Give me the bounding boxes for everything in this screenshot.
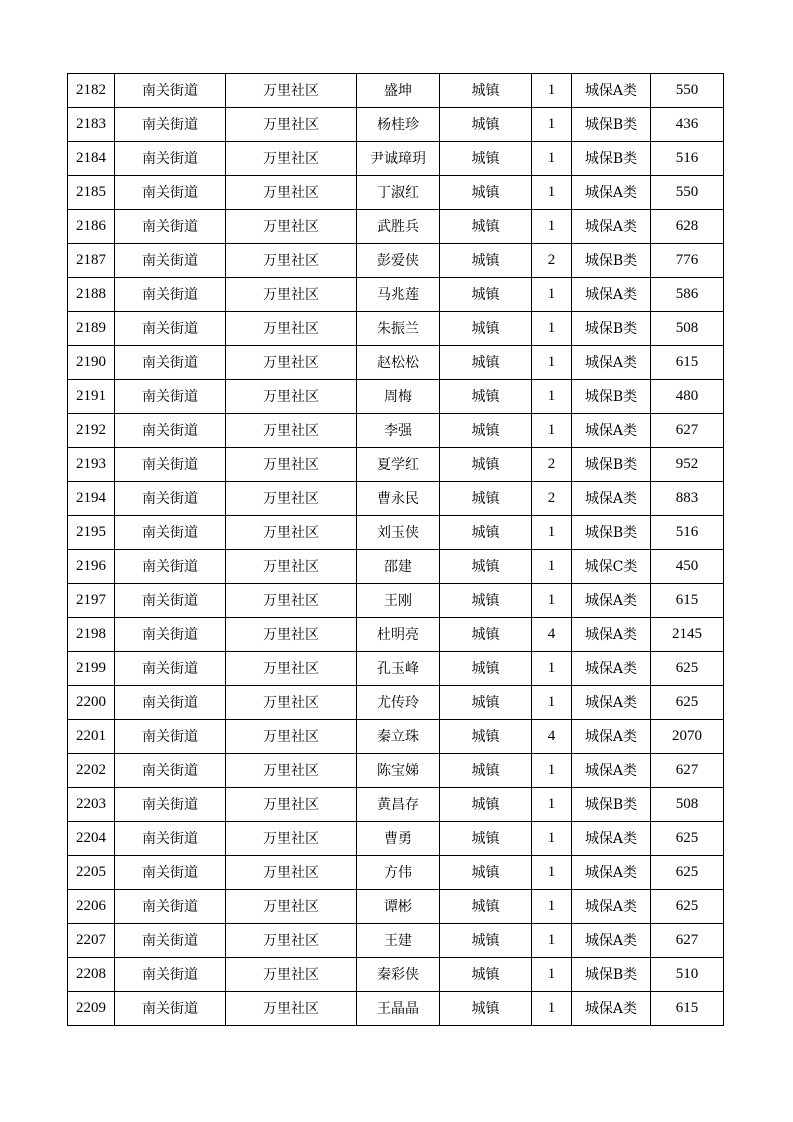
insurance-category-cell: 城保C类: [572, 550, 651, 584]
person-name-cell: 方伟: [357, 856, 440, 890]
area-type-cell: 城镇: [440, 176, 532, 210]
table-row: [68, 312, 724, 346]
area-type-cell: 城镇: [440, 74, 532, 108]
insurance-category-cell: 城保B类: [572, 108, 651, 142]
amount-cell: 516: [651, 516, 724, 550]
subdistrict-cell: 南关街道: [115, 754, 226, 788]
household-size-cell: 1: [532, 380, 572, 414]
record-number-cell: 2192: [68, 414, 115, 448]
household-size-cell: 1: [532, 516, 572, 550]
insurance-category-cell: 城保A类: [572, 210, 651, 244]
household-size-cell: 1: [532, 822, 572, 856]
table-row: [68, 788, 724, 822]
community-cell: 万里社区: [226, 788, 357, 822]
person-name-cell: 刘玉侠: [357, 516, 440, 550]
insurance-category-cell: 城保A类: [572, 720, 651, 754]
subdistrict-cell: 南关街道: [115, 380, 226, 414]
insurance-category-cell: 城保B类: [572, 312, 651, 346]
subdistrict-cell: 南关街道: [115, 992, 226, 1026]
area-type-cell: 城镇: [440, 686, 532, 720]
record-number-cell: 2188: [68, 278, 115, 312]
amount-cell: 550: [651, 176, 724, 210]
amount-cell: 615: [651, 346, 724, 380]
record-number-cell: 2201: [68, 720, 115, 754]
area-type-cell: 城镇: [440, 958, 532, 992]
household-size-cell: 4: [532, 720, 572, 754]
household-size-cell: 1: [532, 550, 572, 584]
amount-cell: 436: [651, 108, 724, 142]
table-row: [68, 210, 724, 244]
roster-body: [68, 74, 724, 1026]
subdistrict-cell: 南关街道: [115, 74, 226, 108]
community-cell: 万里社区: [226, 958, 357, 992]
community-cell: 万里社区: [226, 652, 357, 686]
area-type-cell: 城镇: [440, 652, 532, 686]
area-type-cell: 城镇: [440, 550, 532, 584]
subdistrict-cell: 南关街道: [115, 414, 226, 448]
community-cell: 万里社区: [226, 516, 357, 550]
person-name-cell: 赵松松: [357, 346, 440, 380]
table-row: [68, 142, 724, 176]
area-type-cell: 城镇: [440, 482, 532, 516]
record-number-cell: 2203: [68, 788, 115, 822]
person-name-cell: 黄昌存: [357, 788, 440, 822]
insurance-category-cell: 城保A类: [572, 822, 651, 856]
community-cell: 万里社区: [226, 448, 357, 482]
community-cell: 万里社区: [226, 142, 357, 176]
subdistrict-cell: 南关街道: [115, 244, 226, 278]
household-size-cell: 1: [532, 958, 572, 992]
household-size-cell: 1: [532, 414, 572, 448]
person-name-cell: 孔玉峰: [357, 652, 440, 686]
person-name-cell: 曹勇: [357, 822, 440, 856]
household-size-cell: 2: [532, 244, 572, 278]
household-size-cell: 1: [532, 108, 572, 142]
person-name-cell: 丁淑红: [357, 176, 440, 210]
subdistrict-cell: 南关街道: [115, 448, 226, 482]
subdistrict-cell: 南关街道: [115, 516, 226, 550]
amount-cell: 627: [651, 414, 724, 448]
insurance-category-cell: 城保A类: [572, 346, 651, 380]
record-number-cell: 2190: [68, 346, 115, 380]
area-type-cell: 城镇: [440, 312, 532, 346]
table-row: [68, 176, 724, 210]
record-number-cell: 2194: [68, 482, 115, 516]
table-row: [68, 754, 724, 788]
record-number-cell: 2205: [68, 856, 115, 890]
area-type-cell: 城镇: [440, 448, 532, 482]
household-size-cell: 1: [532, 788, 572, 822]
amount-cell: 952: [651, 448, 724, 482]
community-cell: 万里社区: [226, 686, 357, 720]
community-cell: 万里社区: [226, 312, 357, 346]
household-size-cell: 1: [532, 992, 572, 1026]
person-name-cell: 夏学红: [357, 448, 440, 482]
insurance-category-cell: 城保A类: [572, 278, 651, 312]
insurance-category-cell: 城保A类: [572, 754, 651, 788]
insurance-category-cell: 城保B类: [572, 142, 651, 176]
insurance-category-cell: 城保B类: [572, 958, 651, 992]
household-size-cell: 1: [532, 142, 572, 176]
community-cell: 万里社区: [226, 550, 357, 584]
subdistrict-cell: 南关街道: [115, 584, 226, 618]
amount-cell: 586: [651, 278, 724, 312]
community-cell: 万里社区: [226, 346, 357, 380]
table-row: [68, 108, 724, 142]
community-cell: 万里社区: [226, 890, 357, 924]
insurance-category-cell: 城保A类: [572, 890, 651, 924]
record-number-cell: 2208: [68, 958, 115, 992]
insurance-category-cell: 城保A类: [572, 584, 651, 618]
table-row: [68, 856, 724, 890]
community-cell: 万里社区: [226, 822, 357, 856]
table-row: [68, 652, 724, 686]
household-size-cell: 1: [532, 652, 572, 686]
person-name-cell: 周梅: [357, 380, 440, 414]
amount-cell: 508: [651, 788, 724, 822]
person-name-cell: 王晶晶: [357, 992, 440, 1026]
insurance-category-cell: 城保A类: [572, 618, 651, 652]
area-type-cell: 城镇: [440, 414, 532, 448]
subdistrict-cell: 南关街道: [115, 108, 226, 142]
amount-cell: 625: [651, 856, 724, 890]
record-number-cell: 2189: [68, 312, 115, 346]
record-number-cell: 2206: [68, 890, 115, 924]
table-row: [68, 958, 724, 992]
subdistrict-cell: 南关街道: [115, 890, 226, 924]
record-number-cell: 2207: [68, 924, 115, 958]
household-size-cell: 1: [532, 278, 572, 312]
table-row: [68, 278, 724, 312]
subdistrict-cell: 南关街道: [115, 550, 226, 584]
table-row: [68, 346, 724, 380]
amount-cell: 625: [651, 890, 724, 924]
insurance-category-cell: 城保A类: [572, 482, 651, 516]
person-name-cell: 彭爱侠: [357, 244, 440, 278]
amount-cell: 615: [651, 584, 724, 618]
area-type-cell: 城镇: [440, 346, 532, 380]
record-number-cell: 2199: [68, 652, 115, 686]
person-name-cell: 王建: [357, 924, 440, 958]
amount-cell: 625: [651, 822, 724, 856]
community-cell: 万里社区: [226, 108, 357, 142]
amount-cell: 625: [651, 686, 724, 720]
area-type-cell: 城镇: [440, 822, 532, 856]
community-cell: 万里社区: [226, 482, 357, 516]
amount-cell: 615: [651, 992, 724, 1026]
table-row: [68, 890, 724, 924]
area-type-cell: 城镇: [440, 584, 532, 618]
household-size-cell: 1: [532, 176, 572, 210]
record-number-cell: 2198: [68, 618, 115, 652]
community-cell: 万里社区: [226, 176, 357, 210]
insurance-category-cell: 城保A类: [572, 924, 651, 958]
community-cell: 万里社区: [226, 278, 357, 312]
record-number-cell: 2197: [68, 584, 115, 618]
subdistrict-cell: 南关街道: [115, 346, 226, 380]
subdistrict-cell: 南关街道: [115, 788, 226, 822]
area-type-cell: 城镇: [440, 924, 532, 958]
table-row: [68, 618, 724, 652]
community-cell: 万里社区: [226, 992, 357, 1026]
area-type-cell: 城镇: [440, 720, 532, 754]
record-number-cell: 2191: [68, 380, 115, 414]
person-name-cell: 邵建: [357, 550, 440, 584]
person-name-cell: 朱振兰: [357, 312, 440, 346]
area-type-cell: 城镇: [440, 142, 532, 176]
table-row: [68, 414, 724, 448]
amount-cell: 550: [651, 74, 724, 108]
insurance-category-cell: 城保A类: [572, 686, 651, 720]
person-name-cell: 谭彬: [357, 890, 440, 924]
person-name-cell: 曹永民: [357, 482, 440, 516]
household-size-cell: 1: [532, 74, 572, 108]
insurance-category-cell: 城保B类: [572, 516, 651, 550]
community-cell: 万里社区: [226, 584, 357, 618]
household-size-cell: 1: [532, 754, 572, 788]
record-number-cell: 2204: [68, 822, 115, 856]
household-size-cell: 1: [532, 584, 572, 618]
household-size-cell: 1: [532, 346, 572, 380]
person-name-cell: 杜明亮: [357, 618, 440, 652]
household-size-cell: 1: [532, 312, 572, 346]
community-cell: 万里社区: [226, 414, 357, 448]
insurance-category-cell: 城保B类: [572, 788, 651, 822]
amount-cell: 450: [651, 550, 724, 584]
household-size-cell: 2: [532, 448, 572, 482]
subdistrict-cell: 南关街道: [115, 482, 226, 516]
community-cell: 万里社区: [226, 74, 357, 108]
person-name-cell: 盛坤: [357, 74, 440, 108]
table-row: [68, 686, 724, 720]
subdistrict-cell: 南关街道: [115, 652, 226, 686]
community-cell: 万里社区: [226, 856, 357, 890]
record-number-cell: 2202: [68, 754, 115, 788]
household-size-cell: 1: [532, 856, 572, 890]
table-row: [68, 550, 724, 584]
insurance-category-cell: 城保A类: [572, 176, 651, 210]
amount-cell: 628: [651, 210, 724, 244]
subdistrict-cell: 南关街道: [115, 822, 226, 856]
area-type-cell: 城镇: [440, 108, 532, 142]
household-size-cell: 2: [532, 482, 572, 516]
amount-cell: 2145: [651, 618, 724, 652]
record-number-cell: 2185: [68, 176, 115, 210]
insurance-category-cell: 城保B类: [572, 244, 651, 278]
record-number-cell: 2186: [68, 210, 115, 244]
household-size-cell: 1: [532, 686, 572, 720]
household-size-cell: 1: [532, 924, 572, 958]
roster-table: [67, 73, 724, 1026]
area-type-cell: 城镇: [440, 754, 532, 788]
area-type-cell: 城镇: [440, 278, 532, 312]
record-number-cell: 2200: [68, 686, 115, 720]
subdistrict-cell: 南关街道: [115, 618, 226, 652]
area-type-cell: 城镇: [440, 380, 532, 414]
table-row: [68, 822, 724, 856]
record-number-cell: 2196: [68, 550, 115, 584]
community-cell: 万里社区: [226, 244, 357, 278]
subdistrict-cell: 南关街道: [115, 176, 226, 210]
record-number-cell: 2182: [68, 74, 115, 108]
insurance-category-cell: 城保A类: [572, 74, 651, 108]
area-type-cell: 城镇: [440, 244, 532, 278]
subdistrict-cell: 南关街道: [115, 142, 226, 176]
person-name-cell: 尤传玲: [357, 686, 440, 720]
person-name-cell: 王刚: [357, 584, 440, 618]
area-type-cell: 城镇: [440, 210, 532, 244]
household-size-cell: 1: [532, 890, 572, 924]
record-number-cell: 2193: [68, 448, 115, 482]
area-type-cell: 城镇: [440, 618, 532, 652]
amount-cell: 625: [651, 652, 724, 686]
person-name-cell: 杨桂珍: [357, 108, 440, 142]
record-number-cell: 2183: [68, 108, 115, 142]
community-cell: 万里社区: [226, 618, 357, 652]
subdistrict-cell: 南关街道: [115, 856, 226, 890]
table-row: [68, 584, 724, 618]
person-name-cell: 陈宝娣: [357, 754, 440, 788]
amount-cell: 627: [651, 754, 724, 788]
subdistrict-cell: 南关街道: [115, 720, 226, 754]
person-name-cell: 秦立珠: [357, 720, 440, 754]
subdistrict-cell: 南关街道: [115, 278, 226, 312]
person-name-cell: 李强: [357, 414, 440, 448]
table-row: [68, 244, 724, 278]
community-cell: 万里社区: [226, 720, 357, 754]
insurance-category-cell: 城保A类: [572, 992, 651, 1026]
community-cell: 万里社区: [226, 754, 357, 788]
area-type-cell: 城镇: [440, 788, 532, 822]
person-name-cell: 马兆莲: [357, 278, 440, 312]
household-size-cell: 1: [532, 210, 572, 244]
community-cell: 万里社区: [226, 210, 357, 244]
insurance-category-cell: 城保B类: [572, 448, 651, 482]
table-row: [68, 516, 724, 550]
insurance-category-cell: 城保B类: [572, 380, 651, 414]
area-type-cell: 城镇: [440, 516, 532, 550]
table-row: [68, 924, 724, 958]
table-row: [68, 74, 724, 108]
subdistrict-cell: 南关街道: [115, 312, 226, 346]
table-row: [68, 380, 724, 414]
amount-cell: 627: [651, 924, 724, 958]
table-row: [68, 482, 724, 516]
record-number-cell: 2209: [68, 992, 115, 1026]
area-type-cell: 城镇: [440, 890, 532, 924]
amount-cell: 480: [651, 380, 724, 414]
amount-cell: 510: [651, 958, 724, 992]
record-number-cell: 2187: [68, 244, 115, 278]
subdistrict-cell: 南关街道: [115, 210, 226, 244]
subdistrict-cell: 南关街道: [115, 958, 226, 992]
community-cell: 万里社区: [226, 380, 357, 414]
insurance-category-cell: 城保A类: [572, 856, 651, 890]
amount-cell: 508: [651, 312, 724, 346]
household-size-cell: 4: [532, 618, 572, 652]
person-name-cell: 武胜兵: [357, 210, 440, 244]
table-row: [68, 992, 724, 1026]
subdistrict-cell: 南关街道: [115, 686, 226, 720]
table-row: [68, 448, 724, 482]
amount-cell: 776: [651, 244, 724, 278]
record-number-cell: 2195: [68, 516, 115, 550]
insurance-category-cell: 城保A类: [572, 414, 651, 448]
table-row: [68, 720, 724, 754]
subdistrict-cell: 南关街道: [115, 924, 226, 958]
amount-cell: 2070: [651, 720, 724, 754]
person-name-cell: 秦彩侠: [357, 958, 440, 992]
insurance-category-cell: 城保A类: [572, 652, 651, 686]
amount-cell: 516: [651, 142, 724, 176]
person-name-cell: 尹诚璋玥: [357, 142, 440, 176]
area-type-cell: 城镇: [440, 992, 532, 1026]
amount-cell: 883: [651, 482, 724, 516]
community-cell: 万里社区: [226, 924, 357, 958]
record-number-cell: 2184: [68, 142, 115, 176]
area-type-cell: 城镇: [440, 856, 532, 890]
